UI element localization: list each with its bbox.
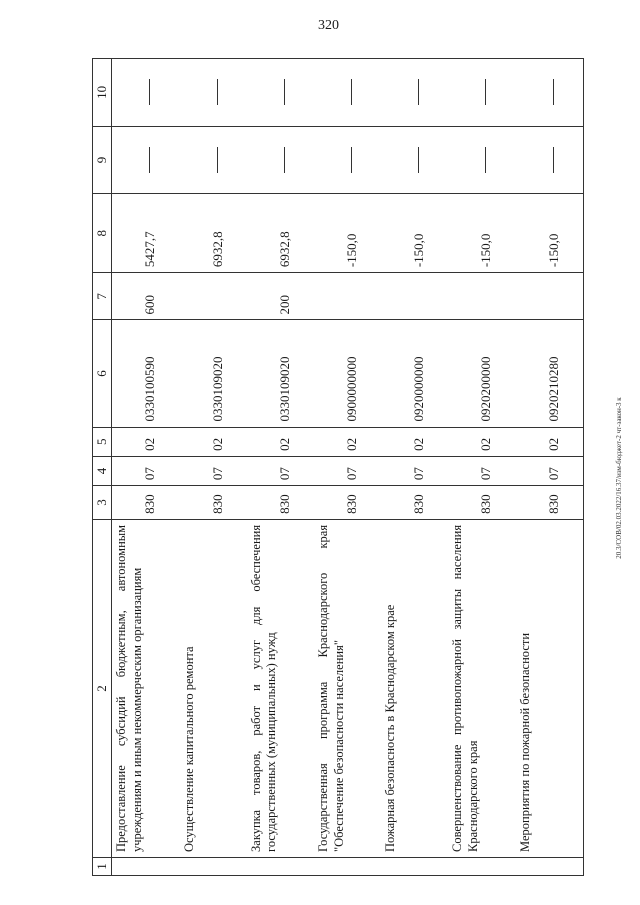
table-row [516, 59, 584, 876]
value-cell-c7 [448, 273, 515, 320]
value-cell-c3: 830 [180, 486, 247, 520]
item-name-cell: Пожарная безопасность в Краснодарском крае [381, 519, 448, 857]
value-cell-c4: 07 [314, 456, 381, 485]
header-cell: 10 [93, 59, 112, 127]
value-cell-c6: 0330109020 [180, 320, 247, 427]
item-name-cell: Осуществление капитального ремонта [180, 519, 247, 857]
value-cell-c4: 07 [381, 456, 448, 485]
dash-mark [149, 147, 150, 173]
header-row [93, 59, 112, 876]
dash-mark [217, 147, 218, 173]
table-body [112, 59, 584, 876]
dash-cell-c9 [448, 126, 515, 194]
value-cell-c7 [180, 273, 247, 320]
value-cell-c3: 830 [314, 486, 381, 520]
dash-cell-c9 [247, 126, 314, 194]
dash-cell-c9 [180, 126, 247, 194]
value-cell-c6: 0920210280 [516, 320, 584, 427]
header-cell: 4 [93, 456, 112, 485]
table-row [381, 59, 448, 876]
table-row [314, 59, 381, 876]
dash-mark [217, 79, 218, 105]
value-cell-c6: 0900000000 [314, 320, 381, 427]
table-row [180, 59, 247, 876]
value-cell-c3: 830 [516, 486, 584, 520]
item-name-cell: Предоставление субсидий бюджетным, автономным учреждениям и иным некоммерческим организациям [112, 519, 180, 857]
table-row [112, 59, 180, 876]
dash-mark [553, 147, 554, 173]
value-cell-c8: 6932,8 [247, 194, 314, 273]
value-cell-c6: 0920000000 [381, 320, 448, 427]
header-cell: 2 [93, 519, 112, 857]
rotated-table-container [92, 58, 584, 876]
dash-cell-c9 [516, 126, 584, 194]
value-cell-c6: 0330109020 [247, 320, 314, 427]
value-cell-c6: 0330100590 [112, 320, 180, 427]
dash-mark [351, 79, 352, 105]
value-cell-c7 [516, 273, 584, 320]
header-cell: 5 [93, 427, 112, 456]
dash-cell-c10 [448, 59, 515, 127]
value-cell-c4: 07 [112, 456, 180, 485]
value-cell-c4: 07 [180, 456, 247, 485]
dash-cell-c10 [247, 59, 314, 127]
header-cell: 6 [93, 320, 112, 427]
budget-table [92, 58, 584, 876]
value-cell-c3: 830 [381, 486, 448, 520]
value-cell-c5: 02 [381, 427, 448, 456]
value-cell-c7 [381, 273, 448, 320]
dash-mark [149, 79, 150, 105]
dash-cell-c10 [314, 59, 381, 127]
header-cell: 9 [93, 126, 112, 194]
header-cell: 3 [93, 486, 112, 520]
value-cell-c4: 07 [516, 456, 584, 485]
dash-mark [284, 147, 285, 173]
dash-mark [485, 147, 486, 173]
item-name-cell: Совершенствование противопожарной защиты населения Краснодарского края [448, 519, 515, 857]
table-row [247, 59, 314, 876]
item-name-cell: Мероприятия по пожарной безопасности [516, 519, 584, 857]
value-cell-c5: 02 [448, 427, 515, 456]
table-row [448, 59, 515, 876]
row-number-cell [180, 857, 247, 875]
side-note: 20.3/СОВ/02.03.2022/16.37/изм-бюджет-2 чт-закон-3 к [615, 397, 623, 559]
row-number-cell [381, 857, 448, 875]
value-cell-c3: 830 [448, 486, 515, 520]
value-cell-c4: 07 [448, 456, 515, 485]
dash-cell-c9 [381, 126, 448, 194]
dash-cell-c10 [112, 59, 180, 127]
value-cell-c7: 200 [247, 273, 314, 320]
value-cell-c8: 5427,7 [112, 194, 180, 273]
value-cell-c5: 02 [516, 427, 584, 456]
header-cell: 1 [93, 857, 112, 875]
dash-cell-c9 [112, 126, 180, 194]
value-cell-c5: 02 [180, 427, 247, 456]
value-cell-c7 [314, 273, 381, 320]
row-number-cell [516, 857, 584, 875]
dash-mark [485, 79, 486, 105]
dash-cell-c9 [314, 126, 381, 194]
row-number-cell [314, 857, 381, 875]
value-cell-c5: 02 [247, 427, 314, 456]
value-cell-c8: -150,0 [314, 194, 381, 273]
value-cell-c8: -150,0 [381, 194, 448, 273]
row-number-cell [112, 857, 180, 875]
value-cell-c3: 830 [112, 486, 180, 520]
value-cell-c5: 02 [112, 427, 180, 456]
page-number: 320 [318, 18, 339, 33]
value-cell-c7: 600 [112, 273, 180, 320]
dash-mark [553, 79, 554, 105]
value-cell-c3: 830 [247, 486, 314, 520]
dash-mark [284, 79, 285, 105]
row-number-cell [448, 857, 515, 875]
value-cell-c8: 6932,8 [180, 194, 247, 273]
dash-mark [351, 147, 352, 173]
header-cell: 7 [93, 273, 112, 320]
value-cell-c4: 07 [247, 456, 314, 485]
value-cell-c6: 0920200000 [448, 320, 515, 427]
dash-mark [418, 79, 419, 105]
value-cell-c8: -150,0 [448, 194, 515, 273]
item-name-cell: Государственная программа Краснодарского края "Обеспечение безопасности населения" [314, 519, 381, 857]
header-cell: 8 [93, 194, 112, 273]
row-number-cell [247, 857, 314, 875]
dash-cell-c10 [180, 59, 247, 127]
value-cell-c8: -150,0 [516, 194, 584, 273]
item-name-cell: Закупка товаров, работ и услуг для обеспечения государственных (муниципальных) нужд [247, 519, 314, 857]
value-cell-c5: 02 [314, 427, 381, 456]
dash-cell-c10 [381, 59, 448, 127]
dash-cell-c10 [516, 59, 584, 127]
dash-mark [418, 147, 419, 173]
